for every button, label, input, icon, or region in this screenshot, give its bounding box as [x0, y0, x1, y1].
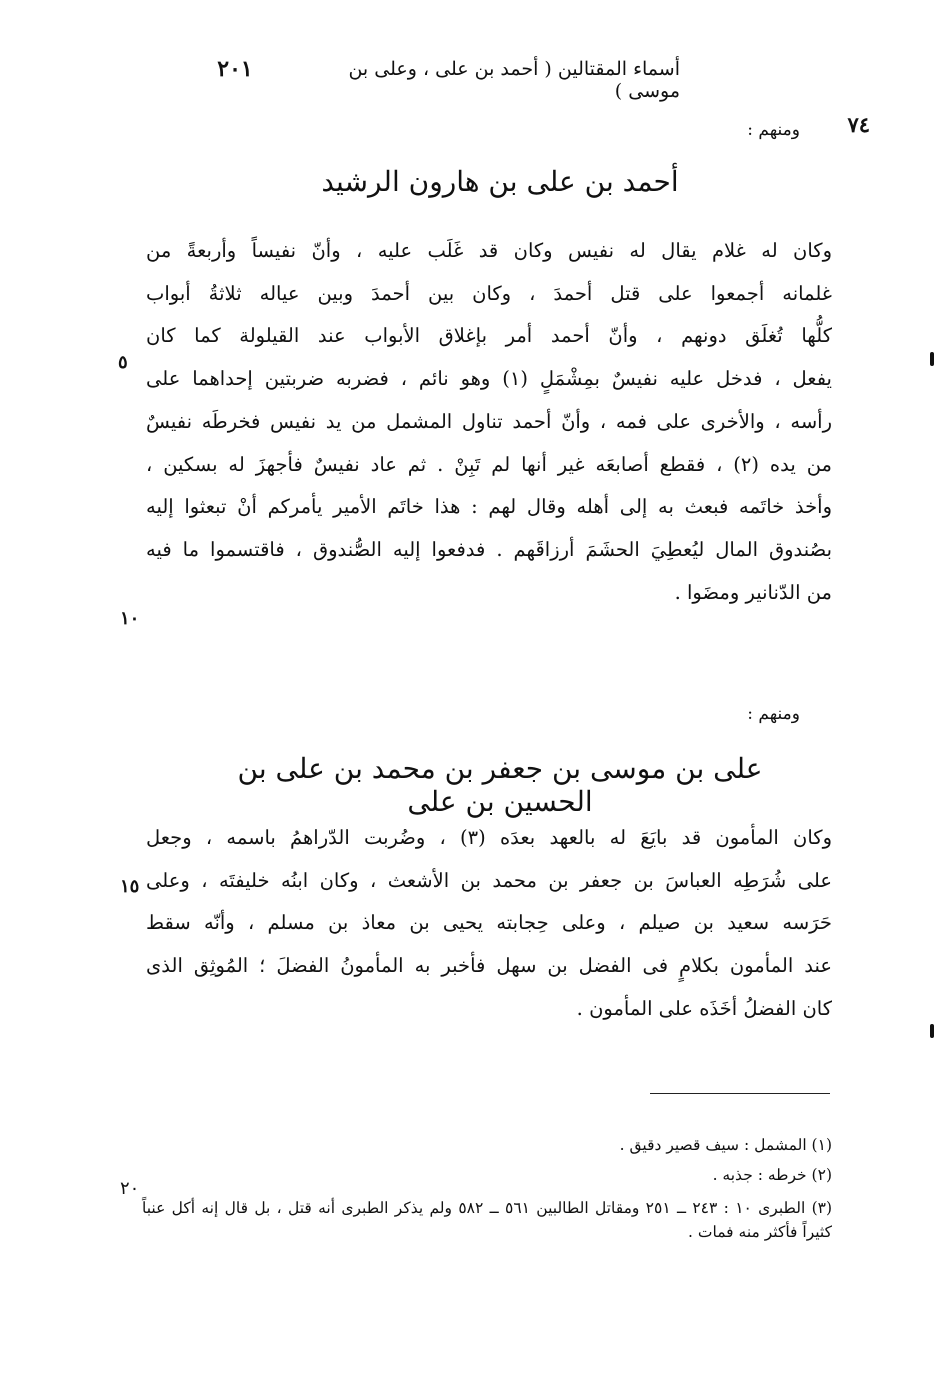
page-number: ٢٠١ [217, 56, 253, 82]
text-line: حَرَسه سعيد بن صيلم ، وعلى حِجابته يحيى بن معاذ بن مسلم ، وأنّه سقط [146, 911, 832, 935]
running-title: أسماء المقتالين ( أحمد بن على ، وعلى بن موسى ) [348, 58, 680, 102]
text-line: عند المأمون بكلامٍ فى الفضل بن سهل فأخبر به المأمونُ الفضلَ ؛ المُوثِق الذى [146, 954, 832, 978]
line-number-marker: ٢٠ [120, 1178, 140, 1199]
line-number-marker: ٥ [118, 352, 128, 373]
margin-mark [930, 352, 934, 366]
text-line: كان الفضلُ أخَذَه على المأمون . [576, 996, 832, 1020]
text-line: على شُرَطِه العباسَ بن جعفر بن محمد بن الأشعث ، وكان ابنُه خليفتَه ، وعلى [146, 868, 832, 892]
text-line: وكان له غلام يقال له نفيس وكان قد غَلَب عليه ، وأنّ نفيساً وأربعةً من [146, 239, 832, 262]
text-line: كلُّها تُغلَق دونهم ، وأنّ أحمد أمر بإغلاق الأبواب عند القيلولة كما كان [146, 324, 832, 348]
section-heading: على بن موسى بن جعفر بن محمد بن على بن الحسين بن على [237, 752, 763, 818]
line-number-marker: ١٠ [120, 608, 140, 629]
margin-mark [930, 1024, 934, 1038]
paragraph-ali [146, 817, 832, 1031]
text-line: وأخذ خاتَمه فبعث به إلى أهله وقال لهم : هذا خاتَم الأمير يأمركم أنْ تبعثوا إليه [146, 495, 832, 519]
line-number-marker: ١٥ [120, 876, 140, 897]
footnote-rule [650, 1093, 830, 1094]
text-line: من الدّنانير ومضَوا . [674, 580, 832, 604]
text-line: من يده (٢) ، فقطع أصابعَه غير أنها لم تَبِنْ . ثم عاد نفيسٌ فأجهزَ له بسكين ، [146, 452, 832, 476]
text-line: بصُندوق المال ليُعطِيَ الحشَمَ أرزاقَهم . فدفعوا إليه الصُّندوق ، فاقتسموا ما فيه [146, 537, 832, 561]
entry-number: ٧٤ [847, 112, 870, 137]
section-intro: ومنهم : [747, 120, 800, 140]
text-line: يفعل ، فدخل عليه نفيسٌ بمِشْمَلٍ (١) وهو نائم ، فضربه ضربتين إحداهما على [146, 367, 832, 391]
text-line: رأسه ، والأخرى على فمه ، وأنّ أحمد تناول المشمل من يد نفيس فخرطَه نفيسٌ [146, 409, 832, 433]
footnote-1: (١) المشمل : سيف قصير دقيق . [619, 1136, 832, 1154]
section-heading: أحمد بن على بن هارون الرشيد [321, 165, 679, 198]
section-intro: ومنهم : [747, 704, 800, 724]
text-line: وكان المأمون قد بايَعَ له بالعهد بعدَه (٣) ، وضُربت الدّراهمُ باسمه ، وجعل [146, 826, 832, 849]
text-line: غلمانه أجمعوا على قتل أحمدَ ، وكان بين أحمدَ وبين عياله ثلاثةُ أبواب [146, 281, 832, 305]
footnote-2: (٢) خرطه : جذبه . [712, 1166, 832, 1184]
footnote-3: (٣) الطبرى ١٠ : ٢٤٣ ــ ٢٥١ ومقاتل الطالبين ٥٦١ ــ ٥٨٢ ولم يذكر الطبرى أنه قتل ، بل قال إنه أكل عنباً كثيراً فأكثر منه فمات . [142, 1199, 833, 1241]
footnotes [142, 1130, 832, 1244]
paragraph-ahmad [146, 230, 832, 614]
